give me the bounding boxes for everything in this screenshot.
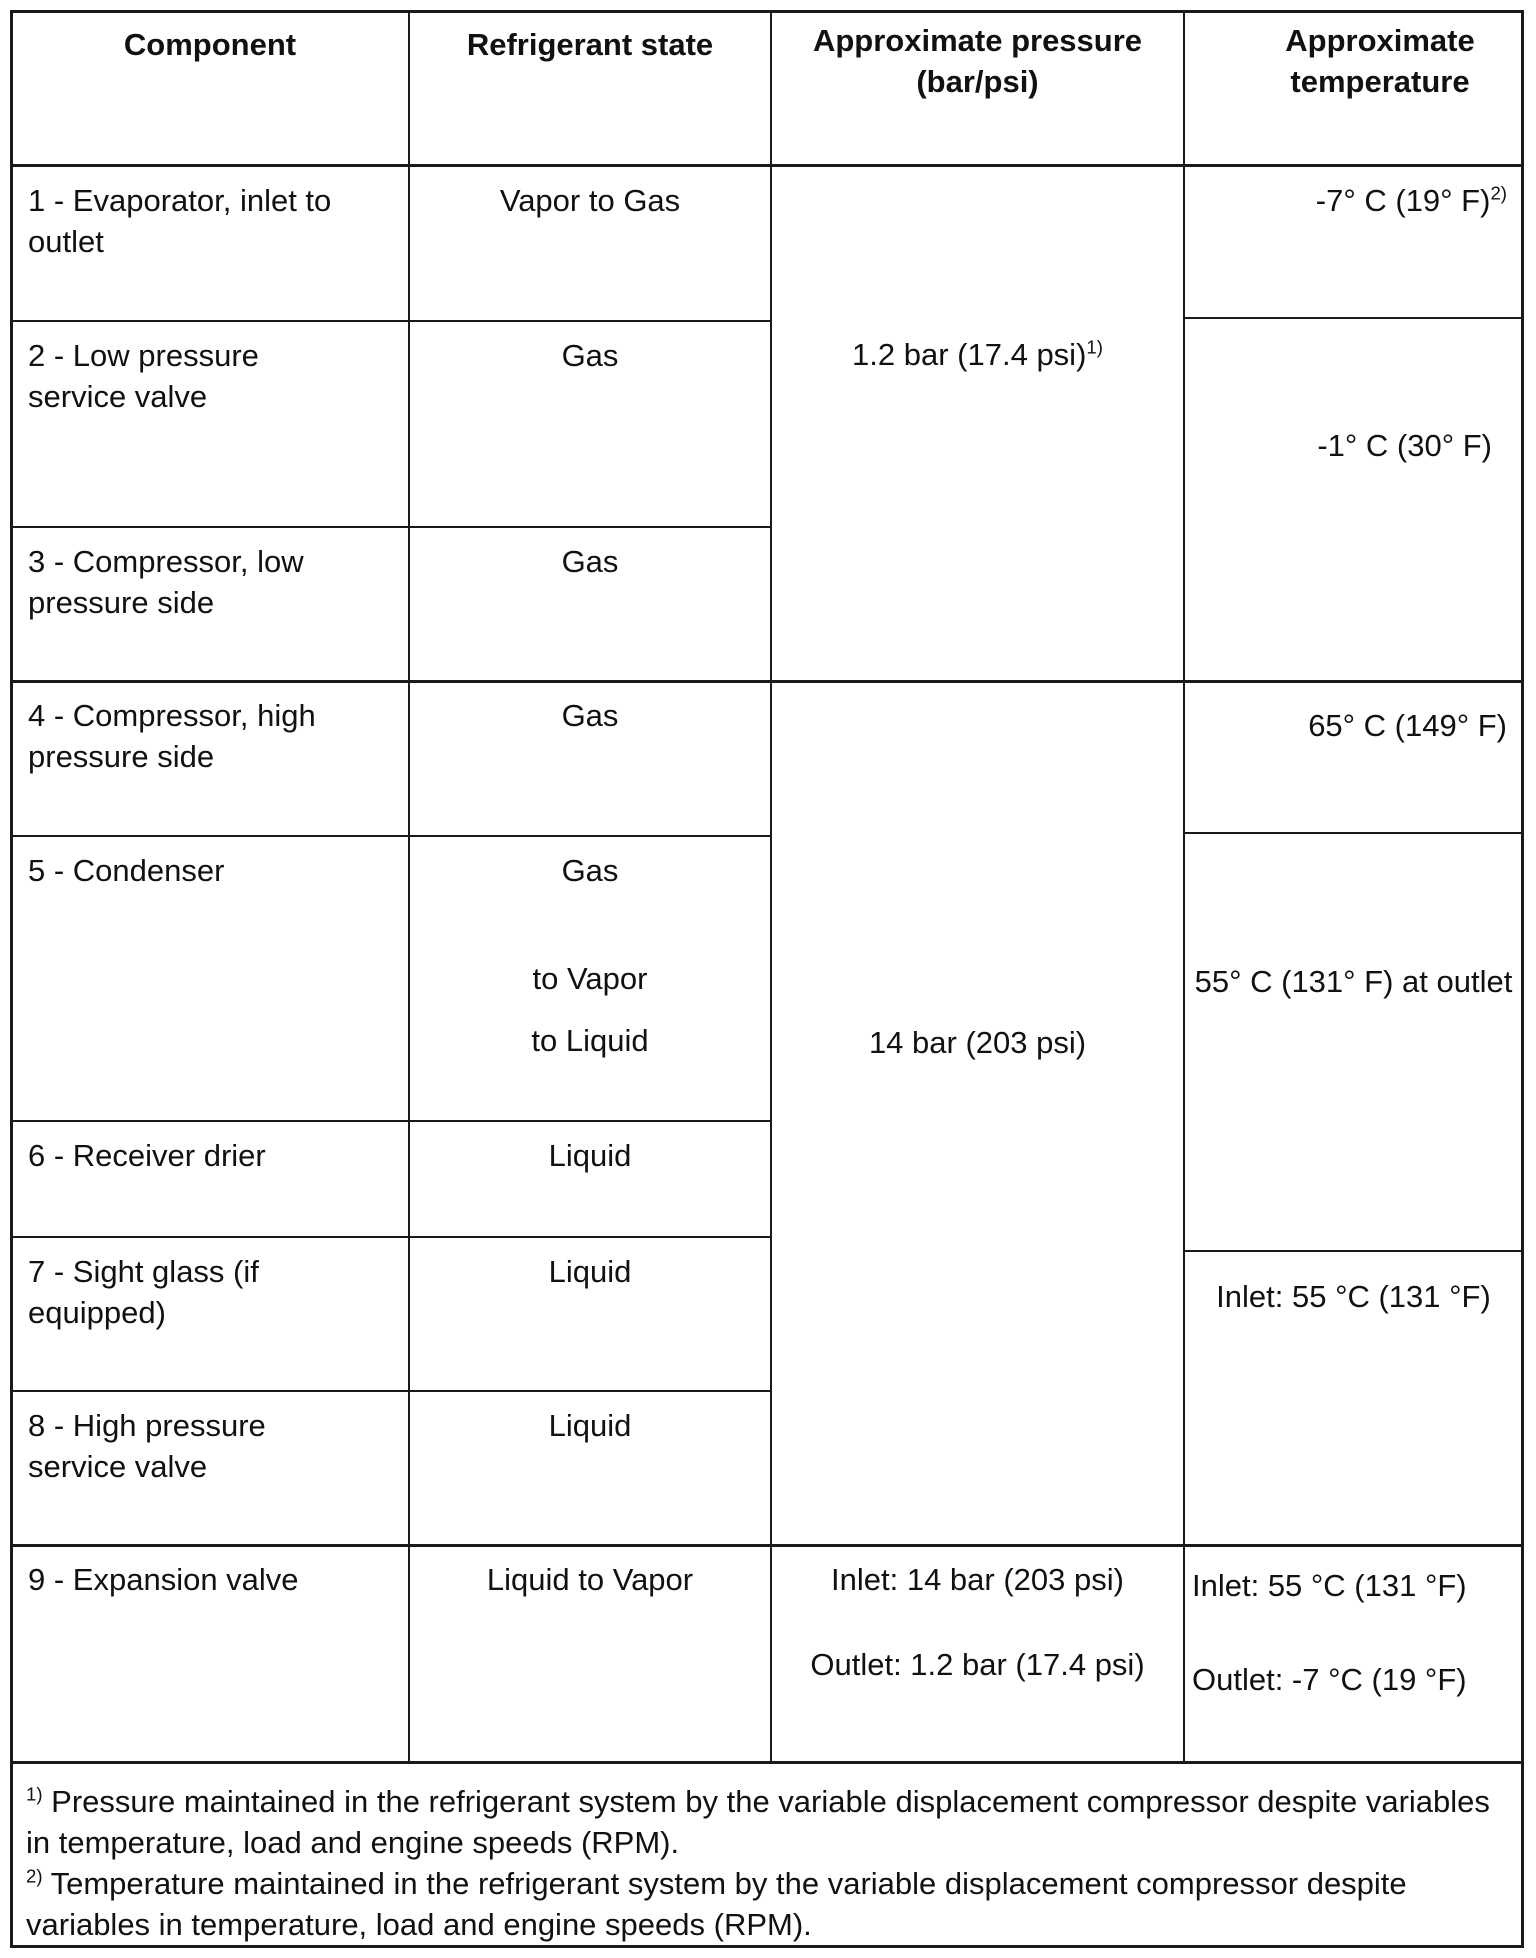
- component-cell: 1 - Evaporator, inlet to outlet: [28, 183, 332, 259]
- pressure-cell-expansion-outlet: Outlet: 1.2 bar (17.4 psi): [810, 1647, 1145, 1682]
- state-cell-line: to Vapor: [532, 961, 648, 996]
- table-border-left: [10, 10, 13, 1948]
- state-cell: Liquid: [548, 1408, 632, 1443]
- column-divider: [770, 10, 772, 1763]
- header-approximate-pressure: Approximate pressure (bar/psi): [812, 23, 1143, 99]
- temperature-cell-sight-glass: Inlet: 55 °C (131 °F): [1216, 1279, 1491, 1314]
- row-divider: [10, 320, 772, 322]
- group-divider: [10, 680, 1524, 683]
- footnote-text: Pressure maintained in the refrigerant system by the variable displacement compressor despite variables in temperature, load and engine speeds (RPM).: [26, 1784, 1490, 1860]
- column-divider: [1183, 10, 1185, 1763]
- state-cell: Vapor to Gas: [499, 183, 681, 218]
- group-divider: [10, 1544, 1524, 1547]
- row-divider: [10, 526, 772, 528]
- footnote-text: Temperature maintained in the refrigerant system by the variable displacement compressor despite variables in temperature, load and engine speeds (RPM).: [26, 1866, 1407, 1942]
- temperature-cell-compressor-high: 65° C (149° F): [1308, 708, 1507, 743]
- state-cell: Liquid: [548, 1138, 632, 1173]
- row-divider: [1183, 832, 1524, 834]
- pressure-low-value: 1.2 bar (17.4 psi): [852, 337, 1087, 372]
- footnote-marker: 1): [1086, 336, 1103, 358]
- row-divider: [10, 1120, 772, 1122]
- temperature-cell-evaporator: [1187, 180, 1507, 221]
- header-refrigerant-state: Refrigerant state: [466, 27, 714, 62]
- footnote-1: [26, 1781, 1516, 1863]
- state-cell: Liquid: [548, 1254, 632, 1289]
- component-cell: 6 - Receiver drier: [28, 1138, 266, 1173]
- header-divider: [10, 164, 1524, 167]
- footnote-2: [26, 1863, 1516, 1945]
- component-cell: 4 - Compressor, high pressure side: [28, 698, 316, 774]
- component-cell: 7 - Sight glass (if equipped): [28, 1254, 259, 1330]
- temperature-cell-expansion-inlet: Inlet: 55 °C (131 °F): [1192, 1568, 1467, 1603]
- header-component: Component: [123, 27, 297, 62]
- component-cell: 9 - Expansion valve: [28, 1562, 299, 1597]
- state-cell: Gas: [561, 544, 619, 579]
- header-approximate-temperature: Approximate temperature: [1285, 23, 1475, 99]
- footnote-marker: 1): [26, 1783, 43, 1805]
- pressure-cell-low-side: [774, 334, 1181, 375]
- component-cell: 2 - Low pressure service valve: [28, 338, 259, 414]
- component-cell: 5 - Condenser: [28, 853, 225, 888]
- row-divider: [1183, 317, 1524, 319]
- footnote-marker: 2): [26, 1865, 43, 1887]
- table-border-right: [1521, 10, 1524, 1948]
- pressure-cell-high-side: 14 bar (203 psi): [868, 1025, 1087, 1060]
- column-divider: [408, 10, 410, 1763]
- row-divider: [10, 835, 772, 837]
- footnote-marker: 2): [1490, 182, 1507, 204]
- temperature-cell-condenser: 55° C (131° F) at outlet: [1194, 964, 1513, 999]
- table-border-top: [10, 10, 1524, 13]
- row-divider: [10, 1236, 772, 1238]
- component-cell: 3 - Compressor, low pressure side: [28, 544, 304, 620]
- state-cell-line: to Liquid: [531, 1023, 649, 1058]
- pressure-cell-expansion-inlet: Inlet: 14 bar (203 psi): [831, 1562, 1124, 1597]
- footnote-divider: [10, 1761, 1524, 1764]
- state-cell: Gas: [561, 338, 619, 373]
- row-divider: [1183, 1250, 1524, 1252]
- temperature-evaporator-value: -7° C (19° F): [1315, 183, 1491, 218]
- table-border-bottom: [10, 1945, 1524, 1948]
- state-cell: Gas: [561, 698, 619, 733]
- temperature-cell-low-side: -1° C (30° F): [1317, 428, 1492, 463]
- state-cell: Liquid to Vapor: [486, 1562, 694, 1597]
- state-cell: Gas: [561, 853, 619, 888]
- temperature-cell-expansion-outlet: Outlet: -7 °C (19 °F): [1192, 1662, 1467, 1697]
- row-divider: [10, 1390, 772, 1392]
- component-cell: 8 - High pressure service valve: [28, 1408, 266, 1484]
